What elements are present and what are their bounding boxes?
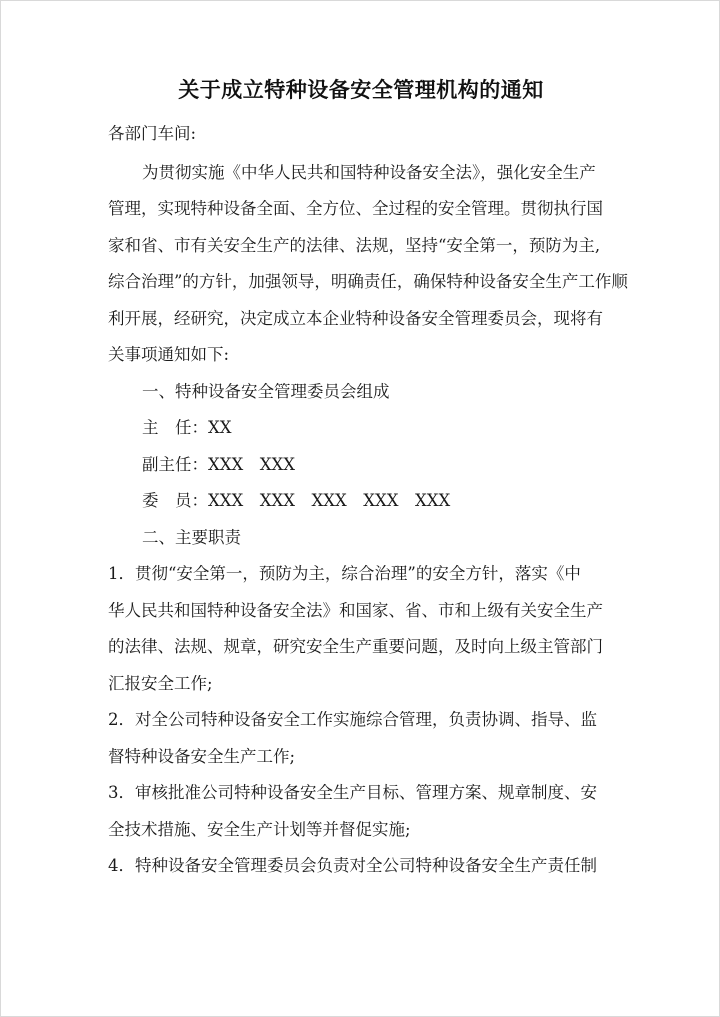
intro-line: 综合治理”的方针，加强领导，明确责任，确保特种设备安全生产工作顺 [108,272,628,291]
section2-heading: 二、主要职责 [142,527,241,547]
document-body [108,116,628,885]
salutation: 各部门车间: [108,124,197,143]
intro-line: 家和省、市有关安全生产的法律、法规，坚持“安全第一，预防为主, [108,235,601,255]
duty-line: 1．贯彻“安全第一，预防为主，综合治理”的安全方针，落实《中 [108,564,581,583]
section1-heading: 一、特种设备安全管理委员会组成 [142,381,390,401]
duty-line: 2．对全公司特种设备安全工作实施综合管理，负责协调、指导、监 [108,710,597,729]
duty-line: 3．审核批准公司特种设备安全生产目标、管理方案、规章制度、安 [108,783,597,802]
duty-line: 督特种设备安全生产工作; [108,746,296,766]
intro-line: 管理，实现特种设备全面、全方位、全过程的安全管理。贯彻执行国 [108,199,603,218]
duty-line: 华人民共和国特种设备安全法》和国家、省、市和上级有关安全生产 [108,600,603,620]
duty-line: 4．特种设备安全管理委员会负责对全公司特种设备安全生产责任制 [108,856,597,875]
committee-members: 委 员：XXX XXX XXX XXX XXX [142,491,451,510]
document-title: 关于成立特种设备安全管理机构的通知 [178,78,544,102]
duty-line: 全技术措施、安全生产计划等并督促实施; [108,819,411,839]
committee-director: 主 任：XX [142,418,232,437]
duty-line: 的法律、法规、规章，研究安全生产重要问题，及时向上级主管部门 [108,637,603,656]
intro-line: 利开展，经研究，决定成立本企业特种设备安全管理委员会，现将有 [108,308,603,328]
intro-line: 关事项通知如下: [108,345,230,364]
committee-deputy-director: 副主任：XXX XXX [142,454,295,474]
intro-line: 为贯彻实施《中华人民共和国特种设备安全法》，强化安全生产 [142,162,596,182]
duty-line: 汇报安全工作; [108,673,213,693]
